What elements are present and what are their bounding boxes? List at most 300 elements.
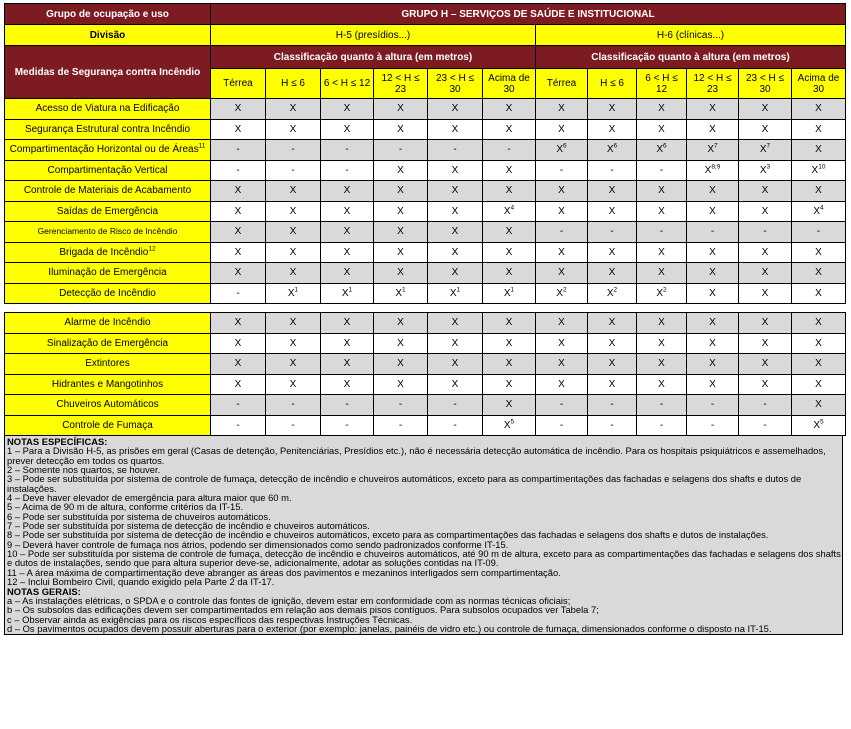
measure-label <box>5 415 211 436</box>
requirement-cell <box>374 181 428 202</box>
requirement-cell <box>637 222 687 243</box>
requirement-mark: X <box>343 246 351 258</box>
requirement-cell <box>637 395 687 416</box>
requirement-cell <box>588 242 637 263</box>
requirement-cell <box>687 140 739 161</box>
requirement-cell <box>792 354 846 375</box>
requirement-cell <box>428 222 483 243</box>
requirement-mark: - <box>763 226 767 238</box>
requirement-mark: X <box>761 287 769 299</box>
note-item: 4 – Deve haver elevador de emergência para altura maior que 60 m. <box>7 492 292 504</box>
requirement-mark: X <box>343 205 351 217</box>
requirement-note: 1 <box>510 286 515 294</box>
requirement-cell <box>637 99 687 120</box>
requirement-cell <box>321 140 374 161</box>
requirement-mark: X <box>397 185 404 197</box>
requirement-mark: - <box>345 419 349 431</box>
requirement-mark: X <box>815 103 822 115</box>
requirement-mark: - <box>236 419 240 431</box>
requirement-mark: X <box>815 185 822 197</box>
requirement-mark: X <box>505 164 513 176</box>
requirement-mark: - <box>453 419 457 431</box>
requirement-cell <box>637 242 687 263</box>
requirement-cell <box>637 415 687 436</box>
division-h6: H-6 (clínicas...) <box>536 25 846 46</box>
requirement-cell <box>687 242 739 263</box>
requirement-cell <box>637 283 687 304</box>
requirement-cell <box>211 160 266 181</box>
requirement-mark: X <box>289 103 297 115</box>
requirement-mark: X <box>759 144 767 156</box>
requirement-cell <box>321 333 374 354</box>
requirement-cell <box>536 395 588 416</box>
table-row <box>5 222 846 243</box>
requirement-cell <box>739 395 792 416</box>
measure-label <box>5 283 211 304</box>
requirement-cell <box>687 313 739 334</box>
height-col-h6: H ≤ 6 <box>588 69 637 99</box>
requirement-mark: X <box>658 337 665 349</box>
height-col-h6: 12 < H ≤ 23 <box>687 69 739 99</box>
requirement-cell <box>374 283 428 304</box>
requirement-mark: X <box>505 246 513 258</box>
table-row <box>5 99 846 120</box>
note-item: 11 – A área máxima de compartimentação deve abranger as áreas dos pavimentos e mezaninos interligados sem compartimentação. <box>7 566 561 578</box>
measure-label <box>5 160 211 181</box>
note-item: 6 – Pode ser substituída por sistema de chuveiros automáticos. <box>7 510 271 522</box>
requirement-cell <box>536 160 588 181</box>
requirement-mark: X <box>234 267 242 279</box>
requirement-cell <box>483 395 536 416</box>
requirement-mark: - <box>291 144 295 156</box>
height-col-h5: 12 < H ≤ 23 <box>374 69 428 99</box>
requirement-mark: X <box>451 164 459 176</box>
requirement-mark: X <box>397 123 404 135</box>
requirement-cell <box>428 181 483 202</box>
requirement-cell <box>266 313 321 334</box>
requirement-mark: X <box>289 337 297 349</box>
requirement-cell <box>266 354 321 375</box>
measure-label-text: Segurança Estrutural contra Incêndio <box>24 123 191 135</box>
requirement-mark: X <box>608 246 616 258</box>
requirement-cell <box>687 415 739 436</box>
requirement-mark: X <box>658 358 665 370</box>
requirement-cell <box>266 395 321 416</box>
requirement-mark: - <box>816 226 821 238</box>
note-item: a – As instalações elétricas, o SPDA e o controle das fontes de ignição, devem estar em conformidade com as normas técnicas oficiais; <box>7 594 571 606</box>
requirement-cell <box>637 160 687 181</box>
height-col-h6: 23 < H ≤ 30 <box>739 69 792 99</box>
requirement-cell <box>483 140 536 161</box>
requirement-mark: X <box>761 317 769 329</box>
requirement-mark: - <box>610 399 614 411</box>
requirement-cell <box>428 313 483 334</box>
requirement-mark: X <box>709 246 716 258</box>
requirement-cell <box>266 140 321 161</box>
requirement-mark: X <box>709 317 716 329</box>
requirement-cell <box>483 99 536 120</box>
requirement-mark: X <box>709 378 716 390</box>
requirement-mark: X <box>558 317 565 329</box>
requirement-cell <box>792 415 846 436</box>
requirement-cell <box>637 201 687 222</box>
specific-notes-title: NOTAS ESPECÍFICAS: <box>7 436 108 447</box>
requirement-cell <box>536 415 588 436</box>
requirement-mark: X <box>761 378 769 390</box>
requirement-cell <box>687 99 739 120</box>
measure-label <box>5 201 211 222</box>
table-row <box>5 160 846 181</box>
table-row <box>5 354 846 375</box>
requirement-mark: - <box>398 399 403 411</box>
requirement-mark: X <box>343 226 351 238</box>
requirement-mark: X <box>558 103 565 115</box>
requirement-mark: X <box>815 358 822 370</box>
requirement-mark: X <box>503 205 511 217</box>
requirement-cell <box>321 99 374 120</box>
requirement-cell <box>374 242 428 263</box>
requirement-mark: - <box>710 226 715 238</box>
measure-label-text: Controle de Materiais de Acabamento <box>23 185 192 197</box>
requirement-mark: X <box>451 337 459 349</box>
requirement-cell <box>483 242 536 263</box>
requirement-cell <box>428 140 483 161</box>
requirement-cell <box>374 140 428 161</box>
requirement-cell <box>739 99 792 120</box>
requirement-cell <box>588 201 637 222</box>
requirement-mark: - <box>291 419 295 431</box>
requirement-mark: X <box>343 185 351 197</box>
requirement-cell <box>637 119 687 140</box>
specific-notes-list <box>7 446 842 586</box>
requirement-mark: X <box>761 205 769 217</box>
height-col-h5: H ≤ 6 <box>266 69 321 99</box>
note-item: 8 – Pode ser substituída por sistema de detecção de incêndio e chuveiros automáticos, exceto para as compartimentações das fachadas e selagens dos shafts e dutos de instalações. <box>7 529 769 541</box>
requirement-mark: X <box>505 123 513 135</box>
requirement-note: 10 <box>818 163 826 171</box>
requirement-cell <box>792 201 846 222</box>
requirement-mark: X <box>813 205 821 217</box>
requirement-mark: X <box>704 164 712 176</box>
measure-label <box>5 395 211 416</box>
requirement-mark: X <box>397 337 404 349</box>
requirement-cell <box>687 395 739 416</box>
requirement-cell <box>266 415 321 436</box>
requirement-mark: X <box>815 399 822 411</box>
note-item: 5 – Acima de 90 m de altura, conforme critérios da IT-15. <box>7 501 244 513</box>
requirement-mark: X <box>289 358 297 370</box>
requirement-cell <box>211 333 266 354</box>
measure-label <box>5 99 211 120</box>
requirement-mark: X <box>761 246 769 258</box>
requirement-mark: X <box>606 287 614 299</box>
requirement-cell <box>374 99 428 120</box>
requirement-cell <box>536 201 588 222</box>
requirement-mark: X <box>815 144 822 156</box>
requirement-mark: X <box>505 337 513 349</box>
requirement-cell <box>637 263 687 284</box>
requirement-cell <box>483 119 536 140</box>
requirement-mark: X <box>608 103 616 115</box>
note-item: 10 – Pode ser substituída por sistema de controle de fumaça, detecção de incêndio e chuveiros automáticos, até 90 m de altura, exceto para as compartimentações das fachadas e selagens dos shafts e dutos de instalações, sendo que para altura superior deve-se, adicionalmente, adotar as soluções contidas na IT-09. <box>7 548 841 569</box>
table-row <box>5 181 846 202</box>
requirement-cell <box>536 333 588 354</box>
requirement-cell <box>536 140 588 161</box>
requirement-cell <box>321 395 374 416</box>
requirement-note: 2 <box>563 286 567 294</box>
requirement-mark: X <box>709 123 716 135</box>
measure-label <box>5 333 211 354</box>
table-row <box>5 374 846 395</box>
requirement-mark: X <box>658 205 665 217</box>
requirement-mark: X <box>234 226 242 238</box>
requirement-cell <box>428 415 483 436</box>
requirement-cell <box>536 99 588 120</box>
requirement-cell <box>428 395 483 416</box>
requirement-mark: X <box>608 378 616 390</box>
requirement-cell <box>739 222 792 243</box>
requirement-mark: - <box>345 399 349 411</box>
notes-section <box>4 436 843 635</box>
requirement-cell <box>739 283 792 304</box>
table-row <box>5 395 846 416</box>
requirement-mark: - <box>659 164 664 176</box>
requirement-cell <box>588 395 637 416</box>
requirement-cell <box>374 415 428 436</box>
requirement-cell <box>588 181 637 202</box>
measure-label-text: Controle de Fumaça <box>62 419 153 431</box>
measure-label <box>5 313 211 334</box>
requirement-mark: X <box>289 123 297 135</box>
requirement-cell <box>536 222 588 243</box>
requirement-cell <box>536 119 588 140</box>
group-label: Grupo de ocupação e uso <box>5 4 211 25</box>
requirement-mark: X <box>343 358 351 370</box>
requirement-cell <box>321 242 374 263</box>
note-item: 12 – Inclui Bombeiro Civil, quando exigido pela Parte 2 da IT-17. <box>7 576 275 588</box>
height-col-h6: Térrea <box>536 69 588 99</box>
measure-label <box>5 140 211 161</box>
requirement-cell <box>211 354 266 375</box>
requirement-cell <box>483 333 536 354</box>
requirement-cell <box>588 374 637 395</box>
requirement-cell <box>739 415 792 436</box>
requirement-note: 4 <box>820 204 824 212</box>
general-notes-title: NOTAS GERAIS: <box>7 585 81 597</box>
requirement-cell <box>374 313 428 334</box>
requirement-cell <box>483 263 536 284</box>
requirement-mark: X <box>759 164 767 176</box>
requirement-cell <box>687 354 739 375</box>
requirement-cell <box>321 415 374 436</box>
requirement-cell <box>792 374 846 395</box>
requirement-cell <box>321 263 374 284</box>
requirement-cell <box>483 283 536 304</box>
requirement-cell <box>321 181 374 202</box>
requirement-cell <box>428 99 483 120</box>
requirement-mark: - <box>236 399 240 411</box>
requirement-note: 8;9 <box>711 163 721 171</box>
requirement-cell <box>266 374 321 395</box>
requirement-mark: X <box>234 185 242 197</box>
requirement-cell <box>211 181 266 202</box>
requirement-mark: X <box>815 267 822 279</box>
requirement-cell <box>536 242 588 263</box>
requirement-mark: X <box>815 317 822 329</box>
requirement-cell <box>321 283 374 304</box>
requirement-mark: - <box>659 399 664 411</box>
requirement-mark: - <box>291 399 295 411</box>
measure-label-text: Compartimentação Vertical <box>47 164 168 176</box>
requirement-cell <box>739 140 792 161</box>
height-col-h5: 23 < H ≤ 30 <box>428 69 483 99</box>
requirement-mark: X <box>343 378 351 390</box>
requirement-mark: X <box>813 419 821 431</box>
requirement-mark: X <box>289 246 297 258</box>
requirement-mark: - <box>345 164 349 176</box>
requirement-note: 1 <box>402 286 406 294</box>
requirement-mark: X <box>397 267 404 279</box>
requirement-cell <box>792 160 846 181</box>
requirement-cell <box>266 181 321 202</box>
requirement-mark: X <box>658 378 665 390</box>
requirement-cell <box>588 263 637 284</box>
requirement-cell <box>739 181 792 202</box>
requirement-mark: X <box>658 246 665 258</box>
requirement-note: 7 <box>766 142 771 150</box>
requirement-mark: X <box>451 267 459 279</box>
requirement-mark: X <box>558 185 565 197</box>
table-row <box>5 201 846 222</box>
requirement-cell <box>588 333 637 354</box>
table-row <box>5 140 846 161</box>
requirement-mark: X <box>709 205 716 217</box>
requirement-note: 5 <box>510 418 515 426</box>
requirement-mark: X <box>343 267 351 279</box>
requirement-mark: X <box>608 358 616 370</box>
requirement-mark: X <box>608 205 616 217</box>
requirement-mark: X <box>656 144 664 156</box>
requirement-cell <box>211 283 266 304</box>
requirement-cell <box>792 395 846 416</box>
requirement-mark: X <box>761 185 769 197</box>
requirement-cell <box>588 313 637 334</box>
requirement-cell <box>687 181 739 202</box>
requirement-mark: - <box>610 419 614 431</box>
requirement-cell <box>266 263 321 284</box>
requirement-cell <box>588 119 637 140</box>
requirement-cell <box>374 374 428 395</box>
requirement-mark: X <box>451 185 459 197</box>
requirement-mark: X <box>397 164 404 176</box>
requirement-cell <box>483 181 536 202</box>
requirement-cell <box>428 354 483 375</box>
requirement-mark: X <box>658 123 665 135</box>
note-item: 9 – Deverá haver controle de fumaça nos átrios, podendo ser dimensionados como sendo padronizados conforme IT-15. <box>7 538 509 550</box>
requirement-cell <box>211 263 266 284</box>
requirement-mark: X <box>234 337 242 349</box>
requirement-cell <box>739 333 792 354</box>
requirement-mark: - <box>559 399 564 411</box>
requirement-mark: X <box>709 103 716 115</box>
height-col-h6: Acima de 30 <box>792 69 846 99</box>
requirement-mark: X <box>343 337 351 349</box>
requirement-cell <box>266 201 321 222</box>
requirement-cell <box>588 99 637 120</box>
requirement-mark: X <box>815 123 822 135</box>
requirement-cell <box>266 119 321 140</box>
requirement-cell <box>792 140 846 161</box>
requirement-cell <box>687 201 739 222</box>
requirement-mark: - <box>659 419 664 431</box>
measure-label-text: Alarme de Incêndio <box>64 317 151 329</box>
requirement-cell <box>211 201 266 222</box>
requirement-cell <box>588 415 637 436</box>
measure-label <box>5 119 211 140</box>
requirement-cell <box>211 99 266 120</box>
requirement-cell <box>739 263 792 284</box>
requirement-cell <box>211 415 266 436</box>
requirement-cell <box>483 374 536 395</box>
measure-label-text: Saídas de Emergência <box>56 205 159 217</box>
height-col-h5: Acima de 30 <box>483 69 536 99</box>
requirement-note: 7 <box>714 142 718 150</box>
requirement-cell <box>428 333 483 354</box>
table-row <box>5 119 846 140</box>
requirement-mark: X <box>558 246 565 258</box>
requirement-note: 1 <box>456 286 461 294</box>
measure-label-note: 11 <box>198 142 206 150</box>
requirement-mark: X <box>505 103 513 115</box>
requirement-note: 6 <box>613 142 618 150</box>
requirement-mark: X <box>341 287 349 299</box>
requirement-mark: X <box>761 103 769 115</box>
requirement-mark: - <box>236 164 240 176</box>
note-item: 3 – Pode ser substituída por sistema de controle de fumaça, detecção de incêndio e chuveiros automáticos, exceto para as compartimentações das fachadas e selagens dos shafts e dutos de instalações. <box>7 473 802 494</box>
requirement-mark: X <box>761 267 769 279</box>
requirement-cell <box>739 119 792 140</box>
requirement-cell <box>637 313 687 334</box>
measure-label <box>5 222 211 243</box>
requirement-mark: - <box>610 226 614 238</box>
requirement-mark: - <box>398 144 403 156</box>
requirement-mark: X <box>397 226 404 238</box>
requirement-mark: - <box>291 164 295 176</box>
requirement-mark: X <box>558 123 565 135</box>
requirement-cell <box>374 333 428 354</box>
requirement-cell <box>588 140 637 161</box>
requirement-cell <box>637 140 687 161</box>
measure-label-text: Acesso de Viatura na Edificação <box>35 103 180 115</box>
requirement-cell <box>374 201 428 222</box>
requirement-cell <box>739 201 792 222</box>
requirement-cell <box>374 160 428 181</box>
requirement-mark: X <box>558 358 565 370</box>
requirement-mark: - <box>398 419 403 431</box>
requirement-cell <box>792 263 846 284</box>
requirement-cell <box>211 242 266 263</box>
requirement-mark: X <box>451 378 459 390</box>
measure-label-text: Chuveiros Automáticos <box>56 399 159 411</box>
requirement-cell <box>428 374 483 395</box>
requirement-mark: - <box>236 287 240 299</box>
measure-label <box>5 181 211 202</box>
requirement-mark: X <box>608 185 616 197</box>
requirement-mark: X <box>558 267 565 279</box>
requirement-cell <box>588 160 637 181</box>
requirement-mark: X <box>289 205 297 217</box>
requirement-mark: X <box>505 317 513 329</box>
